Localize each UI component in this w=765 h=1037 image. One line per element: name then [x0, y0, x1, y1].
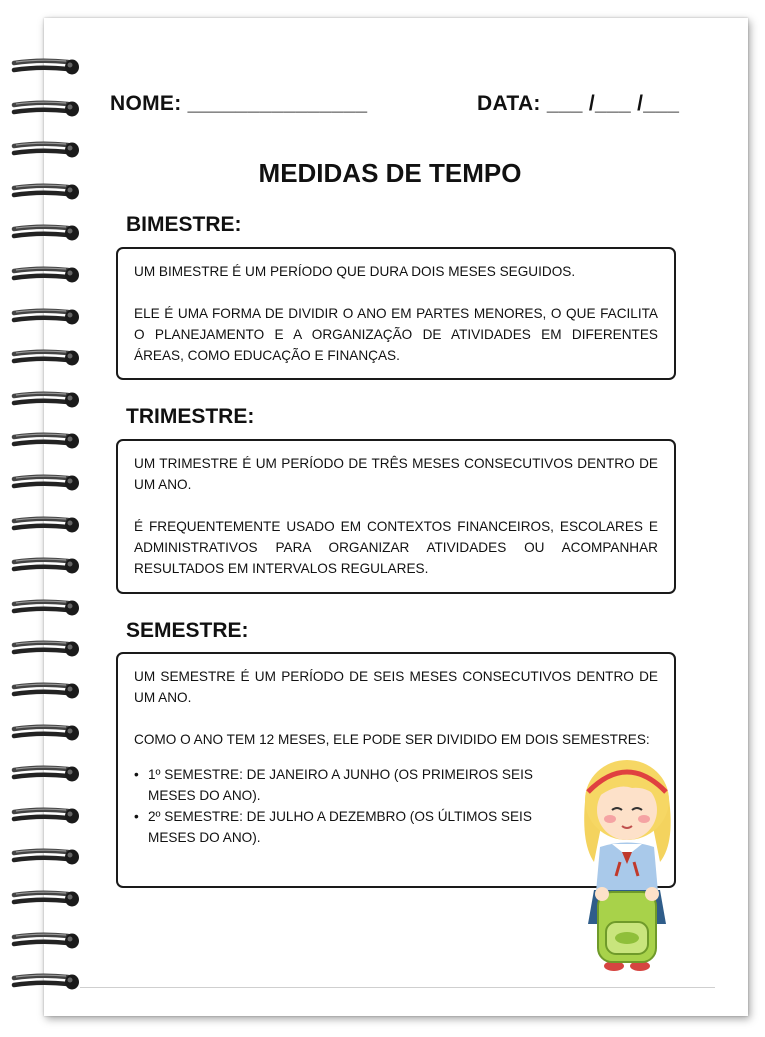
- page-footer-divider: [80, 987, 715, 988]
- spiral-ring: [10, 514, 80, 536]
- list-item: • 1º SEMESTRE: DE JANEIRO A JUNHO (OS PRIMEIROS SEIS MESES DO ANO).: [134, 764, 539, 806]
- section-heading-trimestre: TRIMESTRE:: [126, 405, 255, 428]
- spiral-ring: [10, 472, 80, 494]
- list-item: • 2º SEMESTRE: DE JULHO A DEZEMBRO (OS ÚLTIMOS SEIS MESES DO ANO).: [134, 806, 539, 848]
- spiral-ring: [10, 56, 80, 78]
- section-box-trimestre: [116, 439, 676, 594]
- spiral-ring: [10, 430, 80, 452]
- spiral-ring: [10, 264, 80, 286]
- spiral-ring: [10, 638, 80, 660]
- spiral-ring: [10, 680, 80, 702]
- spiral-ring: [10, 389, 80, 411]
- semester-list: [134, 764, 539, 848]
- date-field-label: DATA: ___ /___ /___: [477, 92, 680, 115]
- section-paragraph: ELE É UMA FORMA DE DIVIDIR O ANO EM PARTES MENORES, O QUE FACILITA O PLANEJAMENTO E A ORGANIZAÇÃO DE ATIVIDADES EM DIFERENTES ÁREAS, COMO EDUCAÇÃO E FINANÇAS.: [134, 306, 658, 363]
- section-paragraph: É FREQUENTEMENTE USADO EM CONTEXTOS FINANCEIROS, ESCOLARES E ADMINISTRATIVOS PARA ORGANIZAR ATIVIDADES OU ACOMPANHAR RESULTADOS EM INTERVALOS REGULARES.: [134, 519, 658, 576]
- section-box-bimestre: [116, 247, 676, 380]
- spiral-ring: [10, 597, 80, 619]
- spiral-ring: [10, 306, 80, 328]
- spiral-ring: [10, 846, 80, 868]
- spiral-ring: [10, 971, 80, 993]
- name-field-label: NOME: _______________: [110, 92, 368, 115]
- spiral-ring: [10, 930, 80, 952]
- spiral-ring: [10, 888, 80, 910]
- section-paragraph: UM BIMESTRE É UM PERÍODO QUE DURA DOIS MESES SEGUIDOS.: [134, 264, 576, 279]
- section-paragraph: UM SEMESTRE É UM PERÍODO DE SEIS MESES CONSECUTIVOS DENTRO DE UM ANO.: [134, 669, 658, 705]
- spiral-ring: [10, 222, 80, 244]
- section-paragraph: COMO O ANO TEM 12 MESES, ELE PODE SER DIVIDIDO EM DOIS SEMESTRES:: [134, 732, 650, 747]
- section-heading-semestre: SEMESTRE:: [126, 619, 249, 642]
- spiral-ring: [10, 98, 80, 120]
- spiral-ring: [10, 805, 80, 827]
- spiral-ring: [10, 555, 80, 577]
- spiral-ring: [10, 347, 80, 369]
- spiral-ring: [10, 722, 80, 744]
- section-paragraph: UM TRIMESTRE É UM PERÍODO DE TRÊS MESES CONSECUTIVOS DENTRO DE UM ANO.: [134, 456, 658, 492]
- section-heading-bimestre: BIMESTRE:: [126, 213, 242, 236]
- page-title: MEDIDAS DE TEMPO: [258, 158, 522, 188]
- spiral-ring: [10, 763, 80, 785]
- girl-with-backpack-illustration: [572, 752, 682, 977]
